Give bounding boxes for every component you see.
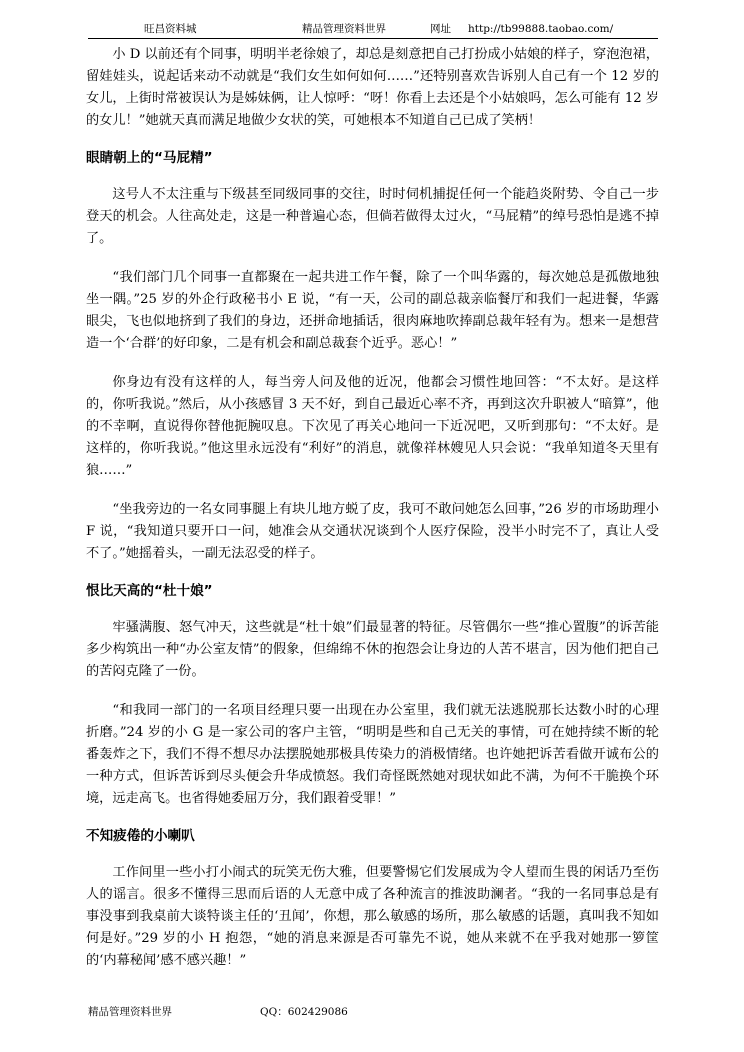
paragraph: “坐我旁边的一名女同事腿上有块儿地方蜕了皮，我可不敢问她怎么回事，”26 岁的市场助理小 F 说，“我知道只要开口一问，她准会从交通状况谈到个人医疗保险，没半小时完不了，真让人受不了。”她摇着头，一副无法忍受的样子。: [86, 502, 659, 561]
article-body: [86, 44, 659, 972]
header-url-link[interactable]: http://tb99888.taobao.com/: [468, 23, 614, 35]
header-left-text: 旺昌资料城: [144, 23, 197, 35]
paragraph: 牢骚满腹、怒气冲天，这些就是“杜十娘”们最显著的特征。尽管偶尔一些“推心置腹”的诉苦能多少构筑出一种“办公室友情”的假象，但绵绵不休的抱怨会让身边的人苦不堪言，因为他们把自己的苦闷克隆了一份。: [86, 620, 659, 679]
section-heading: 眼睛朝上的“马屁精”: [86, 150, 213, 166]
paragraph: 你身边有没有这样的人，每当旁人问及他的近况，他都会习惯性地回答：“不太好。是这样的，你听我说。”然后，从小孩感冒 3 天不好，到自己最近心率不齐，再到这次升职被人“暗算”，他的不幸啊，直说得你替他扼腕叹息。下次见了再关心地问一下近况吧，又听到那句：“不太好。是这样的，你听我说。”他这里永远没有“利好”的消息，就像祥林嫂见人只会说：“我单知道冬天里有狼……”: [86, 375, 659, 478]
paragraph: “我们部门几个同事一直都聚在一起共进工作午餐，除了一个叫华露的，每次她总是孤傲地独坐一隅。”25 岁的外企行政秘书小 E 说，“有一天，公司的副总裁亲临餐厅和我们一起进餐，华露眼尖，飞也似地挤到了我们的身边，还拼命地插话，很肉麻地吹捧副总裁年轻有为。想来一是想营造一个‘合群’的好印象，二是有机会和副总裁套个近乎。恶心！”: [86, 270, 659, 351]
section-heading: 不知疲倦的小喇叭: [86, 828, 195, 844]
paragraph: 工作间里一些小打小闹式的玩笑无伤大雅，但要警惕它们发展成为令人望而生畏的闲话乃至伤人的谣言。很多不懂得三思而后语的人无意中成了各种流言的推波助澜者。“我的一名同事总是有事没事到我桌前大谈特谈主任的‘丑闻’，你想，那么敏感的场所，那么敏感的话题，真叫我不知如何是好。”29 岁的小 H 抱怨，“她的消息来源是否可靠先不说，她从来就不在乎我对她那一箩筐的‘内幕秘闻’感不感兴趣！”: [86, 865, 659, 968]
header-url-label: 网址: [430, 23, 451, 35]
paragraph: “和我同一部门的一名项目经理只要一出现在办公室里，我们就无法逃脱那长达数小时的心理折磨。”24 岁的小 G 是一家公司的客户主管，“明明是些和自己无关的事情，可在她持续不断的轮番轰炸之下，我们不得不想尽办法摆脱她那极具传染力的消极情绪。也许她把诉苦看做开诚布公的一种方式，但诉苦诉到尽头便会升华成愤怒。我们奇怪既然她对现状如此不满，为何不干脆换个环境，远走高飞。也省得她委屈万分，我们跟着受罪！”: [86, 703, 659, 806]
paragraph: 小 D 以前还有个同事，明明半老徐娘了，却总是刻意把自己打扮成小姑娘的样子，穿泡泡裙，留娃娃头，说起话来动不动就是“我们女生如何如何……”还特别喜欢告诉别人自己有一个 12 岁的女儿，上街时常被误认为是姊妹俩，让人惊呼：“呀！你看上去还是个小姑娘吗，怎么可能有 12 岁的女儿！”她就天真而满足地做少女状的笑，可她根本不知道自己已成了笑柄！: [86, 47, 659, 128]
section-heading: 恨比天高的“杜十娘”: [86, 583, 213, 599]
header-divider: [88, 38, 658, 39]
footer-qq-text: QQ：602429086: [260, 1006, 348, 1018]
footer-left-text: 精品管理资料世界: [88, 1006, 172, 1018]
header-center-text: 精品管理资料世界: [302, 23, 386, 35]
paragraph: 这号人不太注重与下级甚至同级同事的交往，时时伺机捕捉任何一个能趋炎附势、令自己一步登天的机会。人往高处走，这是一种普遍心态，但倘若做得太过火，“马屁精”的绰号恐怕是逃不掉了。: [86, 187, 659, 246]
